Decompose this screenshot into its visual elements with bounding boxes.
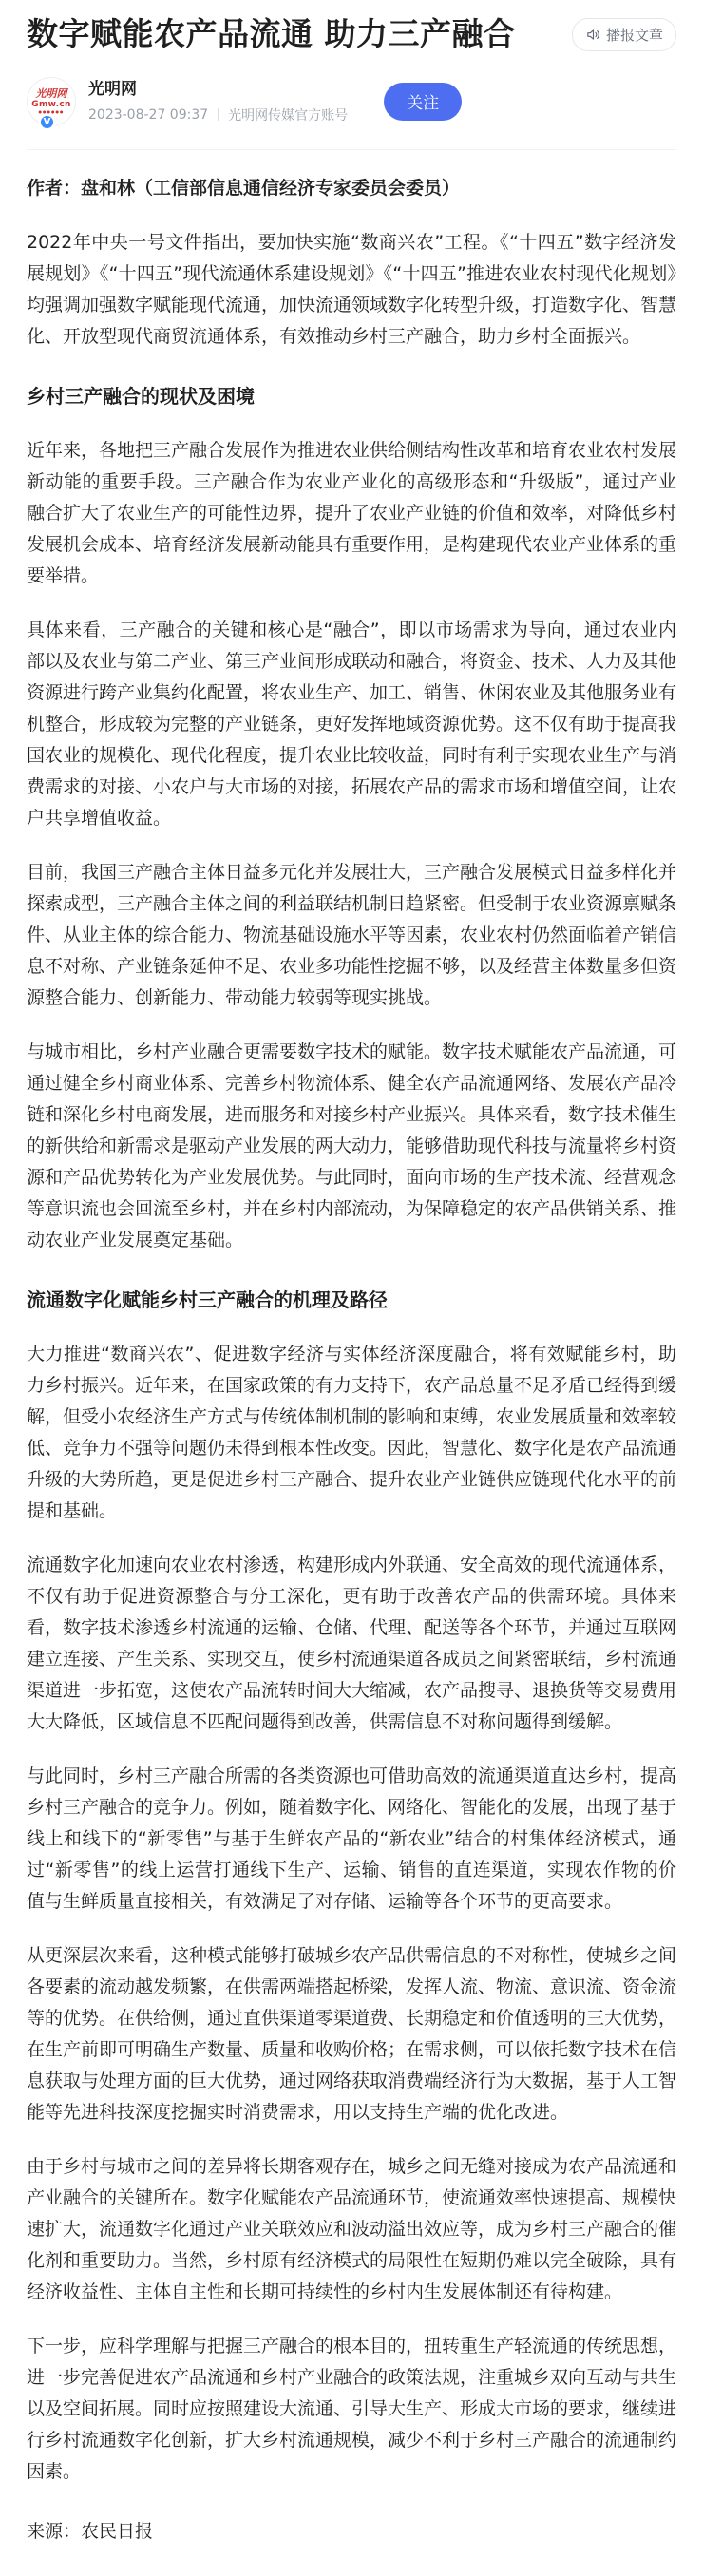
- paragraph: 流通数字化加速向农业农村渗透，构建形成内外联通、安全高效的现代流通体系，不仅有助于促进资源整合与分工深化，更有助于改善农产品的供需环境。具体来看，数字技术渗透乡村流通的运输、仓储、代理、配送等各个环节，并通过互联网建立连接、产生关系、实现交互，使乡村流通渠道各成员之间紧密联结，乡村流通渠道进一步拓宽，这使农产品流转时间大大缩减，农产品搜寻、退换货等交易费用大大降低，区域信息不匹配问题得到改善，供需信息不对称问题得到缓解。: [27, 1554, 677, 1732]
- speaker-icon: [585, 27, 601, 43]
- article-body: [27, 227, 676, 2488]
- paragraph: 与城市相比，乡村产业融合更需要数字技术的赋能。数字技术赋能农产品流通，可通过健全乡村商业体系、完善乡村物流体系、健全农产品流通网络、发展农产品冷链和深化乡村电商发展，进而服务和对接乡村产业振兴。具体来看，数字技术催生的新供给和新需求是驱动产业发展的两大动力，能够借助现代科技与流量将乡村资源和产品优势转化为产业发展优势。与此同时，面向市场的生产技术流、经营观念等意识流也会回流至乡村，并在乡村内部流动，为保障稳定的农产品供销关系、推动农业产业发展奠定基础。: [27, 1040, 677, 1250]
- paragraph: 目前，我国三产融合主体日益多元化并发展壮大，三产融合发展模式日益多样化并探索成型，三产融合主体之间的利益联结机制日趋紧密。但受制于农业资源禀赋条件、从业主体的综合能力、物流基础设施水平等因素，农业农村仍然面临着产销信息不对称、产业链条延伸不足、农业多功能性挖掘不够，以及经营主体数量多但资源整合能力、创新能力、带动能力较弱等现实挑战。: [27, 861, 677, 1008]
- article-body-wrap: [27, 173, 676, 2547]
- publisher-avatar[interactable]: [27, 77, 76, 126]
- section-heading: 流通数字化赋能乡村三产融合的机理及路径: [27, 1288, 388, 1311]
- section-heading: 乡村三产融合的现状及困境: [27, 384, 255, 408]
- paragraph: 近年来，各地把三产融合发展作为推进农业供给侧结构性改革和培育农业农村发展新动能的重要手段。三产融合作为农业产业化的高级形态和“升级版”，通过产业融合扩大了农业生产的可能性边界，提升了农业产业链的价值和效率，对降低乡村发展机会成本、培育经济发展新动能具有重要作用，是构建现代农业产业体系的重要举措。: [27, 439, 677, 586]
- paragraph: 具体来看，三产融合的关键和核心是“融合”，即以市场需求为导向，通过农业内部以及农业与第二产业、第三产业间形成联动和融合，将资金、技术、人力及其他资源进行跨产业集约化配置，将农业生产、加工、销售、休闲农业及其他服务业有机整合，形成较为完整的产业链条，更好发挥地域资源优势。这不仅有助于提高我国农业的规模化、现代化程度，提升农业比较收益，同时有利于实现农业生产与消费需求的对接、小农户与大市场的对接，拓展农产品的需求市场和增值空间，让农户共享增值收益。: [27, 619, 677, 829]
- page-title: 数字赋能农产品流通 助力三产融合: [27, 15, 516, 52]
- account-label: 光明网传媒官方账号: [228, 107, 349, 124]
- paragraph: 下一步，应科学理解与把握三产融合的根本目的，扭转重生产轻流通的传统思想，进一步完善促进农产品流通和乡村产业融合的政策法规，注重城乡双向互动与共生以及空间拓展。同时应按照建设大流通、引导大生产、形成大市场的要求，继续进行乡村流通数字化创新，扩大乡村流通规模，减少不利于乡村三产融合的流通制约因素。: [27, 2335, 677, 2482]
- title-row: [27, 13, 676, 56]
- paragraph: 与此同时，乡村三产融合所需的各类资源也可借助高效的流通渠道直达乡村，提高乡村三产融合的竞争力。例如，随着数字化、网络化、智能化的发展，出现了基于线上和线下的“新零售”与基于生鲜农产品的“新农业”结合的村集体经济模式，通过“新零售”的线上运营打通线下生产、运输、销售的直连渠道，实现农作物的价值与生鲜质量直接相关，有效满足了对存储、运输等各个环节的更高要求。: [27, 1765, 677, 1912]
- gmw-logo-latin: Gmw.cn: [31, 99, 71, 109]
- author-line: 作者：盘和林（工信部信息通信经济专家委员会委员）: [27, 177, 461, 199]
- publisher-row: [27, 77, 676, 126]
- gmw-logo-calligraphy: 光明网: [35, 86, 67, 100]
- paragraph: 从更深层次来看，这种模式能够打破城乡农产品供需信息的不对称性，使城乡之间各要素的流动越发频繁，在供需两端搭起桥梁，发挥人流、物流、意识流、资金流等的优势。在供给侧，通过直供渠道零渠道费、长期稳定和价值透明的三大优势，在生产前即可明确生产数量、质量和收购价格；在需求侧，可以依托数字技术在信息获取与处理方面的巨大优势，通过网络获取消费端经济行为大数据，基于人工智能等先进科技深度挖掘实时消费需求，用以支持生产端的优化改进。: [27, 1944, 677, 2123]
- broadcast-article-button[interactable]: [572, 18, 676, 51]
- publisher-info: [88, 79, 348, 124]
- broadcast-label: 播报文章: [605, 26, 663, 44]
- follow-button[interactable]: 关注: [384, 83, 462, 121]
- publisher-meta: [88, 105, 348, 124]
- source-line: 来源：农民日报: [27, 2520, 154, 2542]
- publisher-name[interactable]: 光明网: [88, 79, 137, 99]
- publish-date: 2023-08-27 09:37: [88, 106, 209, 123]
- header-divider: [27, 149, 676, 150]
- paragraph: 2022年中央一号文件指出，要加快实施“数商兴农”工程。《“十四五”数字经济发展规划》《“十四五”现代流通体系建设规划》《“十四五”推进农业农村现代化规划》均强调加强数字赋能现代流通，加快流通领域数字化转型升级，打造数字化、智慧化、开放型现代商贸流通体系，有效推动乡村三产融合，助力乡村全面振兴。: [27, 231, 677, 347]
- paragraph: 大力推进“数商兴农”、促进数字经济与实体经济深度融合，将有效赋能乡村，助力乡村振兴。近年来，在国家政策的有力支持下，农产品总量不足矛盾已经得到缓解，但受小农经济生产方式与传统体制机制的影响和束缚，农业发展质量和效率较低、竞争力不强等问题仍未得到根本性改变。因此，智慧化、数字化是农产品流通升级的大势所趋，更是促进乡村三产融合、提升农业产业链供应链现代化水平的前提和基础。: [27, 1343, 677, 1521]
- paragraph: 由于乡村与城市之间的差异将长期客观存在，城乡之间无缝对接成为农产品流通和产业融合的关键所在。数字化赋能农产品流通环节，使流通效率快速提高、规模快速扩大，流通数字化通过产业关联效应和波动溢出效应等，成为乡村三产融合的催化剂和重要助力。当然，乡村原有经济模式的局限性在短期仍难以完全破除，具有经济收益性、主体自主性和长期可持续性的乡村内生发展体制还有待构建。: [27, 2155, 677, 2302]
- verified-badge-icon: V: [39, 114, 55, 130]
- gmw-logo-subline: ●●●●●●: [38, 108, 65, 114]
